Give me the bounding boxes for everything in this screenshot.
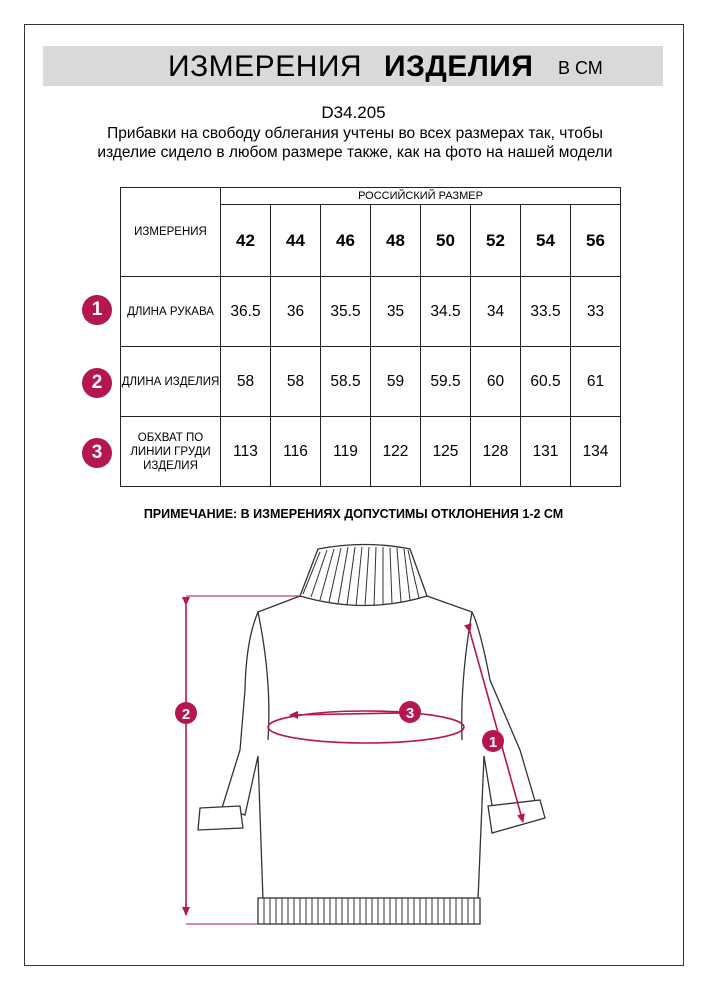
title-unit: В СМ: [558, 58, 603, 78]
table-row: [121, 347, 621, 417]
table-cell: 33: [571, 277, 621, 347]
row-label: ДЛИНА ИЗДЕЛИЯ: [121, 347, 221, 417]
row-number-badge: 1: [82, 295, 112, 325]
table-cell: 122: [371, 417, 421, 487]
row-label: ДЛИНА РУКАВА: [121, 277, 221, 347]
table-cell: 58: [271, 347, 321, 417]
table-cell: 119: [321, 417, 371, 487]
marker-2-label: 2: [181, 706, 191, 723]
table-cell: 35: [371, 277, 421, 347]
table-cell: 36.5: [221, 277, 271, 347]
article-number: D34.205: [321, 103, 386, 122]
table-cell: 128: [471, 417, 521, 487]
table-cell: 59: [371, 347, 421, 417]
sweater-diagram: [0, 540, 707, 940]
chest-measure: [268, 711, 464, 743]
table-cell: 125: [421, 417, 471, 487]
size-header: 54: [521, 205, 571, 277]
table-cell: 131: [521, 417, 571, 487]
marker-1-label: 1: [488, 734, 498, 751]
table-cell: 58.5: [321, 347, 371, 417]
table-cell: 116: [271, 417, 321, 487]
size-group-header: РОССИЙСКИЙ РАЗМЕР: [221, 188, 621, 205]
size-header: 52: [471, 205, 521, 277]
size-header: 46: [321, 205, 371, 277]
table-cell: 35.5: [321, 277, 371, 347]
title-measurements: ИЗМЕРЕНИЯ: [168, 50, 363, 83]
marker-3-badge: [399, 701, 421, 723]
size-header: 50: [421, 205, 471, 277]
table-cell: 58: [221, 347, 271, 417]
size-table: [120, 187, 621, 487]
table-cell: 60: [471, 347, 521, 417]
marker-1-badge: [482, 730, 504, 752]
table-cell: 61: [571, 347, 621, 417]
table-cell: 113: [221, 417, 271, 487]
table-cell: 59.5: [421, 347, 471, 417]
size-header: 44: [271, 205, 321, 277]
table-cell: 36: [271, 277, 321, 347]
table-row: [121, 277, 621, 347]
row-label: ОБХВАТ ПО ЛИНИИ ГРУДИ ИЗДЕЛИЯ: [121, 417, 221, 487]
table-row: [121, 417, 621, 487]
table-cell: 60.5: [521, 347, 571, 417]
size-header: 56: [571, 205, 621, 277]
row-number-badge: 2: [82, 368, 112, 398]
table-cell: 134: [571, 417, 621, 487]
table-cell: 33.5: [521, 277, 571, 347]
size-header: 48: [371, 205, 421, 277]
row-number-badge: 3: [82, 438, 112, 468]
measure-header: ИЗМЕРЕНИЯ: [121, 188, 221, 277]
size-header: 42: [221, 205, 271, 277]
tolerance-note: ПРИМЕЧАНИЕ: В ИЗМЕРЕНИЯХ ДОПУСТИМЫ ОТКЛОНЕНИЯ 1-2 СМ: [143, 507, 564, 521]
marker-3-label: 3: [405, 705, 415, 722]
table-cell: 34: [471, 277, 521, 347]
table-cell: 34.5: [421, 277, 471, 347]
length-measure: [186, 596, 300, 924]
fit-description: Прибавки на свободу облегания учтены во всех размерах так, чтобы изделие сидело в любом размере также, как на фото на нашей модели: [97, 125, 613, 161]
sleeve-measure: [470, 632, 523, 822]
title-product: ИЗДЕЛИЯ: [384, 50, 534, 83]
marker-2-badge: [175, 702, 197, 724]
